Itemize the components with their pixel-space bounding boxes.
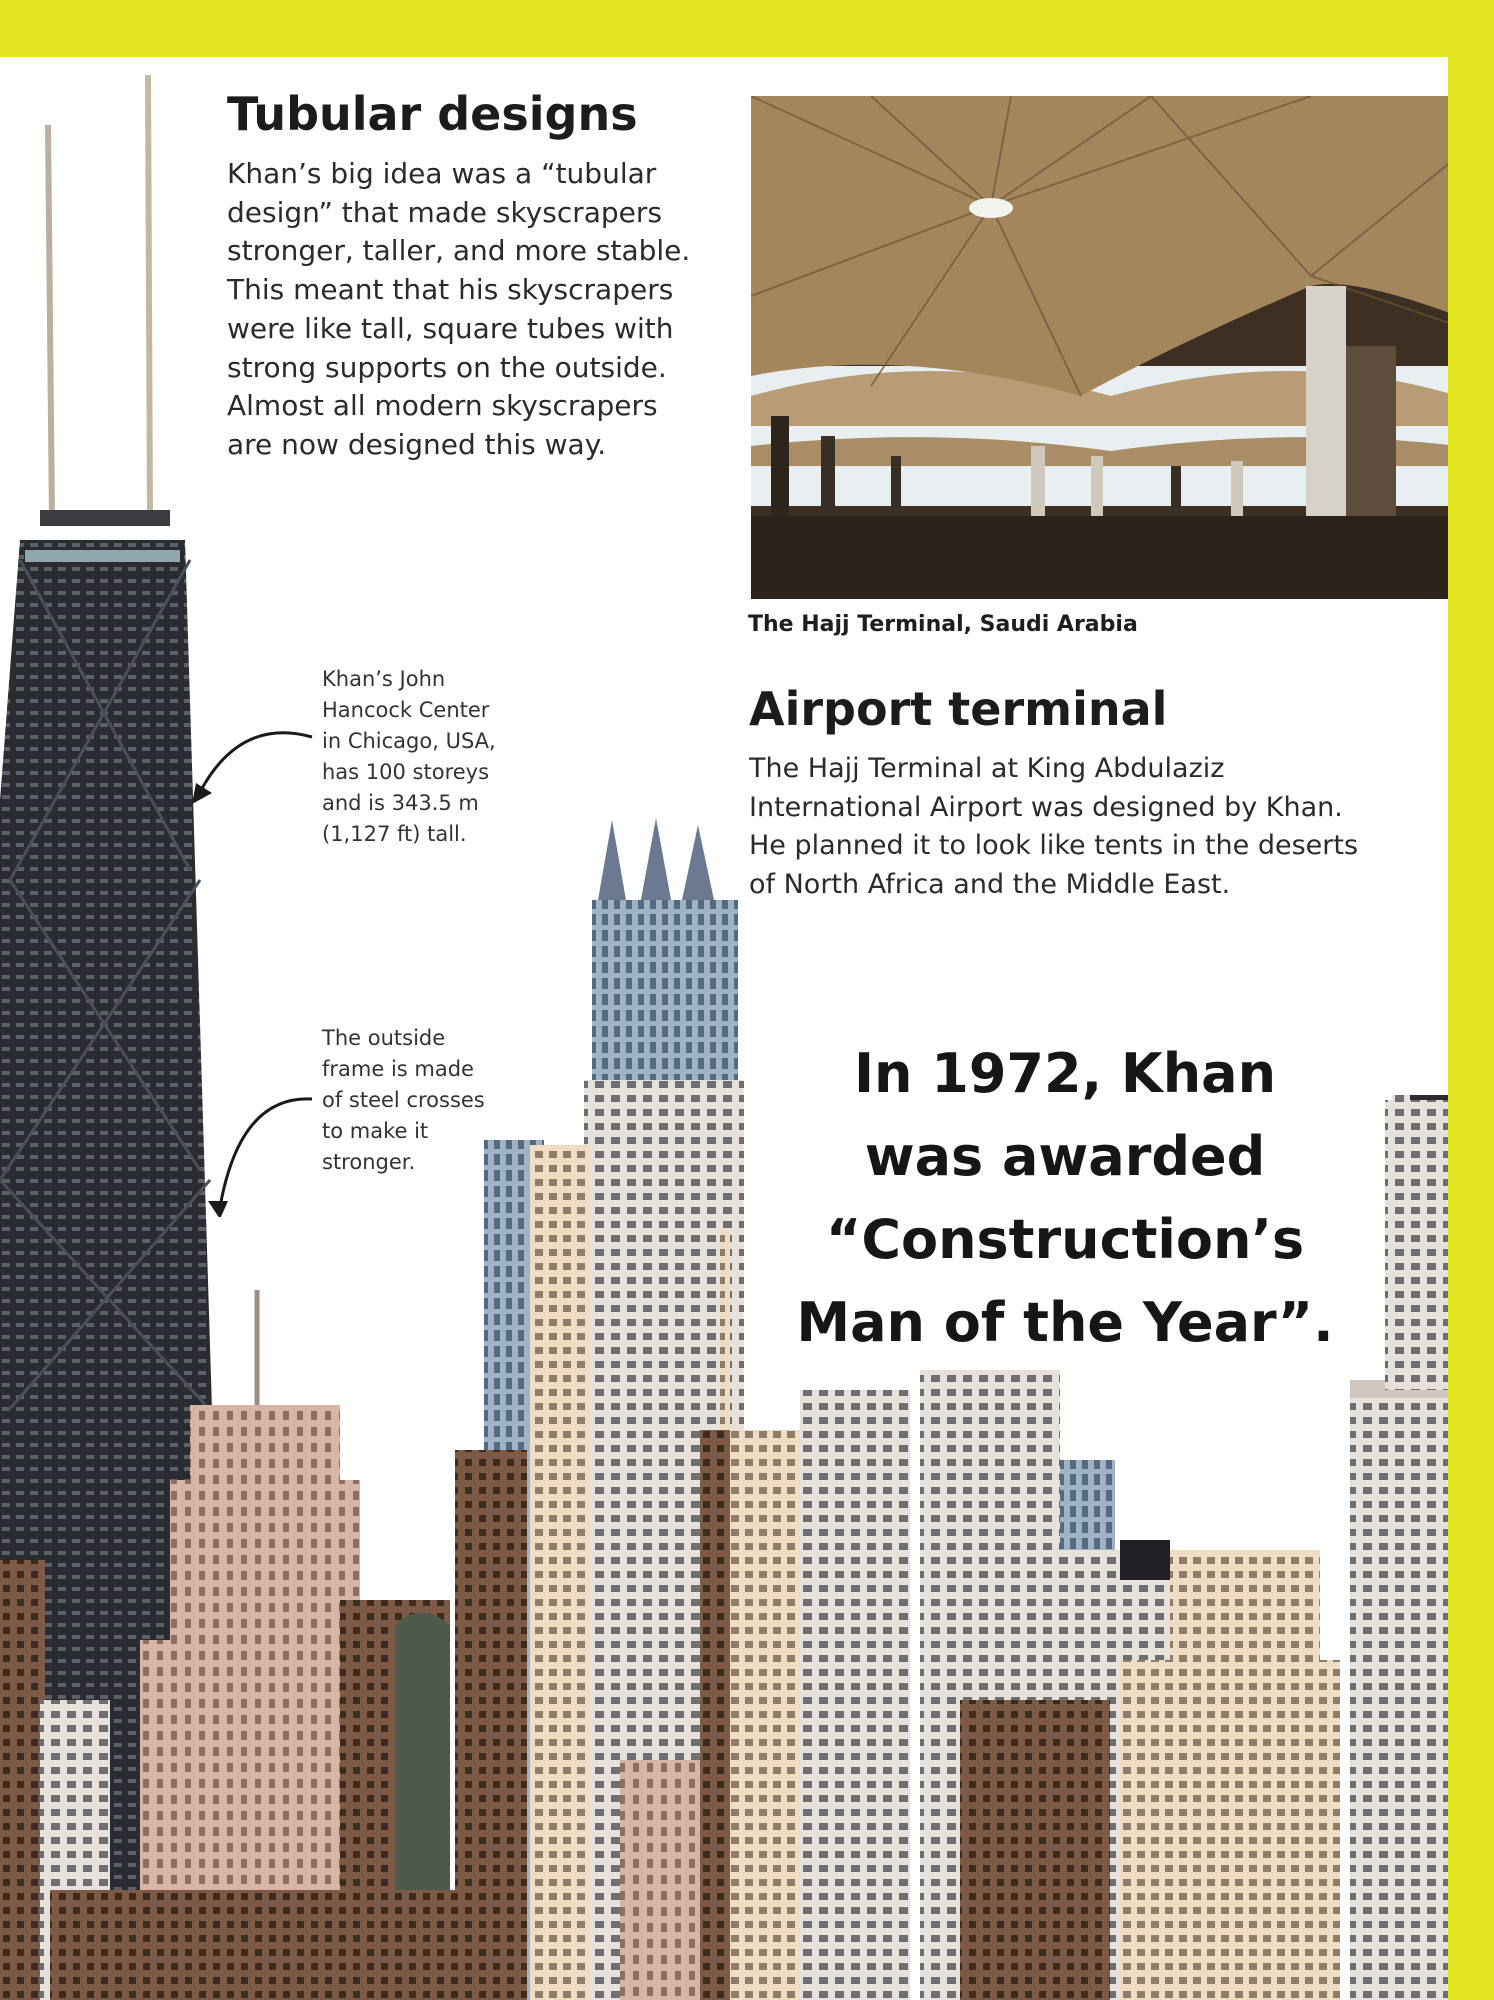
annotation-line: and is 343.5 m xyxy=(322,791,479,815)
airport-heading: Airport terminal xyxy=(749,682,1168,736)
tubular-line: strong supports on the outside. xyxy=(227,350,667,384)
annotation-line: has 100 storeys xyxy=(322,760,490,784)
tubular-line: design” that made skyscrapers xyxy=(227,195,662,229)
annotation-line: frame is made xyxy=(322,1057,474,1081)
photo-caption: The Hajj Terminal, Saudi Arabia xyxy=(748,612,1138,637)
annotation-line: (1,127 ft) tall. xyxy=(322,822,467,846)
airport-line: He planned it to look like tents in the deserts xyxy=(749,830,1359,862)
annotation-line: in Chicago, USA, xyxy=(322,729,496,753)
tubular-heading: Tubular designs xyxy=(227,87,638,141)
quote-line: was awarded xyxy=(864,1125,1266,1188)
annotation-line: The outside xyxy=(322,1026,446,1050)
award-quote xyxy=(770,1032,1360,1364)
tubular-line: were like tall, square tubes with xyxy=(227,311,674,345)
tubular-body xyxy=(227,155,697,465)
airport-line: The Hajj Terminal at King Abdulaziz xyxy=(749,753,1225,784)
airport-line: International Airport was designed by Khan. xyxy=(749,791,1343,823)
tubular-line: This meant that his skyscrapers xyxy=(227,273,674,307)
hancock-annotation xyxy=(322,664,496,850)
tubular-line: stronger, taller, and more stable. xyxy=(227,234,691,268)
yellow-margin-strip xyxy=(1448,57,1494,2000)
quote-line: In 1972, Khan xyxy=(853,1042,1277,1105)
annotation-line: Khan’s John xyxy=(322,667,446,691)
frame-annotation xyxy=(322,1023,485,1178)
tubular-line: are now designed this way. xyxy=(227,427,607,461)
annotation-line: stronger. xyxy=(322,1150,416,1174)
hajj-terminal-photo xyxy=(751,96,1448,599)
airport-line: of North Africa and the Middle East. xyxy=(749,869,1231,901)
annotation-line: to make it xyxy=(322,1119,429,1143)
tubular-line: Khan’s big idea was a “tubular xyxy=(227,157,657,190)
annotation-line: Hancock Center xyxy=(322,698,490,722)
quote-line: Man of the Year”. xyxy=(796,1291,1334,1354)
annotation-line: of steel crosses xyxy=(322,1088,485,1112)
quote-line: “Construction’s xyxy=(825,1208,1305,1271)
page-panel xyxy=(0,57,1448,2000)
airport-body xyxy=(749,750,1429,905)
tubular-line: Almost all modern skyscrapers xyxy=(227,389,658,423)
